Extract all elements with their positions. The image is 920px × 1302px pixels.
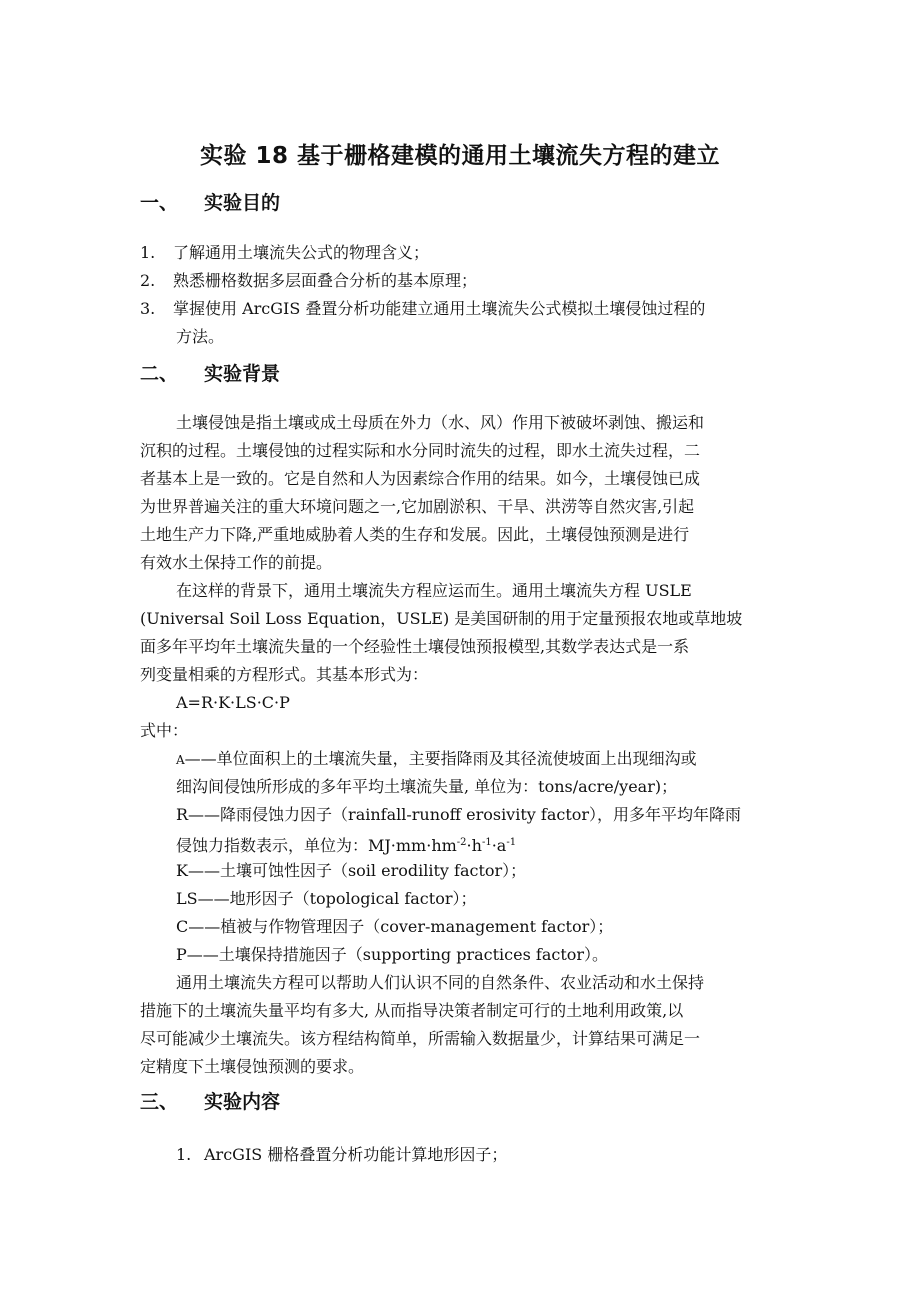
definition-symbol: A — [176, 753, 185, 767]
definition-c: C——植被与作物管理因子（cover-management factor）； — [176, 917, 614, 936]
unit-text: 侵蚀力指数表示，单位为：MJ·mm·hm — [176, 836, 457, 855]
paragraph-line: 面多年平均年土壤流失量的一个经验性土壤侵蚀预报模型,其数学表达式是一系 — [140, 637, 690, 656]
paragraph-line: 措施下的土壤流失量平均有多大, 从而指导决策者制定可行的土地利用政策,以 — [140, 1001, 684, 1020]
paragraph-line: 沉积的过程。土壤侵蚀的过程实际和水分同时流失的过程，即水土流失过程，二 — [140, 441, 701, 460]
paragraph-line: 通用土壤流失方程可以帮助人们认识不同的自然条件、农业活动和水土保持 — [176, 973, 705, 992]
list-item-text: 熟悉栅格数据多层面叠合分析的基本原理； — [173, 271, 478, 290]
exponent: -1 — [506, 837, 517, 848]
section-number: 二、 — [140, 363, 179, 385]
definition-k: K——土壤可蚀性因子（soil erodility factor）； — [176, 861, 527, 880]
paragraph-line: 土壤侵蚀是指土壤或成土母质在外力（水、风）作用下被破坏剥蚀、搬运和 — [176, 413, 705, 432]
section-heading-content — [140, 1088, 280, 1116]
list-item-continuation: 方法。 — [176, 327, 225, 346]
exponent: -1 — [481, 837, 492, 848]
exponent: -2 — [456, 837, 467, 848]
definition-a — [176, 745, 826, 774]
paragraph-line: 有效水土保持工作的前提。 — [140, 553, 333, 572]
formula: A=R·K·LS·C·P — [176, 693, 290, 712]
section-title: 实验内容 — [204, 1091, 281, 1113]
definition-a-cont: 细沟间侵蚀所形成的多年平均土壤流失量, 单位为：tons/acre/year)； — [176, 777, 678, 796]
paragraph-line: 者基本上是一致的。它是自然和人为因素综合作用的结果。如今，土壤侵蚀已成 — [140, 469, 701, 488]
section-title: 实验目的 — [204, 192, 281, 214]
paragraph-line: 列变量相乘的方程形式。其基本形式为： — [140, 665, 429, 684]
definition-p: P——土壤保持措施因子（supporting practices factor）。 — [176, 945, 609, 964]
list-item-number: 1. — [176, 1145, 192, 1164]
definition-r-cont — [176, 829, 826, 860]
list-item-number: 2. — [140, 271, 156, 290]
paragraph-line: 尽可能减少土壤流失。该方程结构简单，所需输入数据量少，计算结果可满足一 — [140, 1029, 701, 1048]
unit-text: ·a — [491, 836, 507, 855]
list-item — [140, 267, 790, 295]
paragraph-line: 为世界普遍关注的重大环境问题之一,它加剧淤积、干旱、洪涝等自然灾害,引起 — [140, 497, 695, 516]
list-item-text: 掌握使用 ArcGIS 叠置分析功能建立通用土壤流失公式模拟土壤侵蚀过程的 — [173, 299, 706, 318]
section-title: 实验背景 — [204, 363, 281, 385]
list-item — [140, 239, 790, 267]
section-number: 一、 — [140, 192, 179, 214]
definition-r: R——降雨侵蚀力因子（rainfall-runoff erosivity factor），用多年平均年降雨 — [176, 805, 742, 824]
document-title: 实验 18 基于栅格建模的通用土壤流失方程的建立 — [199, 143, 721, 169]
list-item-number: 3. — [140, 299, 156, 318]
section-heading-objectives — [140, 189, 280, 217]
section-number: 三、 — [140, 1091, 179, 1113]
list-item-text: 了解通用土壤流失公式的物理含义； — [173, 243, 430, 262]
definition-text: ——单位面积上的土壤流失量，主要指降雨及其径流使坡面上出现细沟或 — [184, 749, 697, 768]
paragraph-line: 土地生产力下降,严重地威胁着人类的生存和发展。因此，土壤侵蚀预测是进行 — [140, 525, 690, 544]
list-item-text: ArcGIS 栅格叠置分析功能计算地形因子； — [204, 1145, 508, 1164]
unit-text: ·h — [466, 836, 482, 855]
section-heading-background — [140, 360, 280, 388]
paragraph-line: 定精度下土壤侵蚀预测的要求。 — [140, 1057, 365, 1076]
list-item — [176, 1141, 826, 1169]
where-label: 式中： — [140, 721, 189, 740]
list-item-number: 1. — [140, 243, 156, 262]
list-item — [140, 295, 790, 323]
paragraph-line: (Universal Soil Loss Equation，USLE) 是美国研制的用于定量预报农地或草地坡 — [140, 609, 743, 628]
definition-ls: LS——地形因子（topological factor）； — [176, 889, 477, 908]
paragraph-line: 在这样的背景下，通用土壤流失方程应运而生。通用土壤流失方程 USLE — [176, 581, 692, 600]
